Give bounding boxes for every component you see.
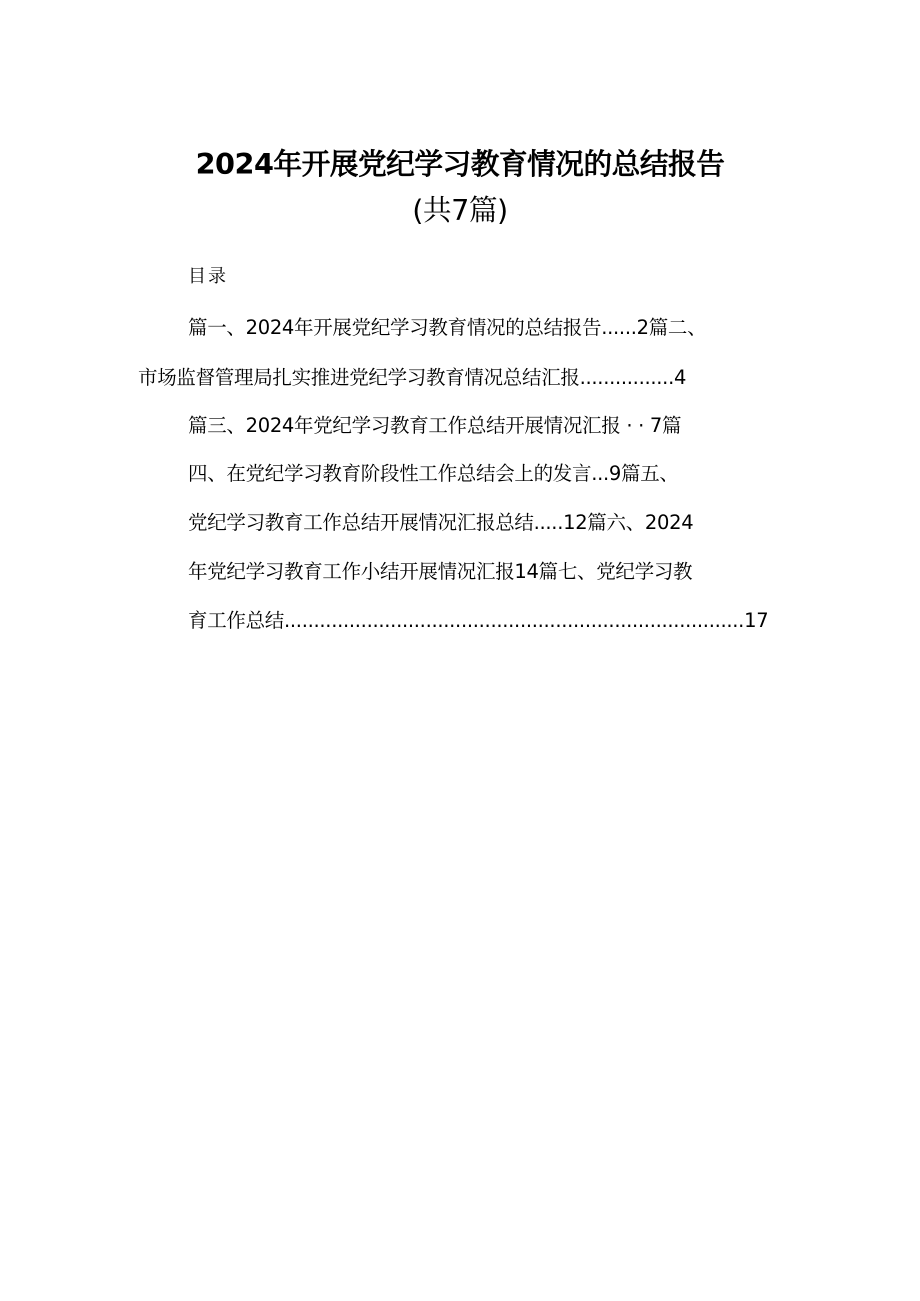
toc-line: 四、在党纪学习教育阶段性工作总结会上的发言...9篇五、 [188,462,679,485]
toc-heading: 目录 [188,266,228,287]
toc-line: 党纪学习教育工作总结开展情况汇报总结.....12篇六、2024 [188,511,694,534]
toc-line: 市场监督管理局扎实推进党纪学习教育情况总结汇报................4 [138,366,687,389]
document-subtitle: (共7篇) [412,193,508,227]
toc-line: 年党纪学习教育工作小结开展情况汇报14篇七、党纪学习教 [188,560,693,583]
document-title: 2024年开展党纪学习教育情况的总结报告 [195,147,725,181]
toc-line: 育工作总结..............................................................................17 [188,609,769,632]
toc-line: 篇一、2024年开展党纪学习教育情况的总结报告......2篇二、 [188,316,707,339]
toc-line: 篇三、2024年党纪学习教育工作总结开展情况汇报 · · 7篇 [188,414,682,437]
